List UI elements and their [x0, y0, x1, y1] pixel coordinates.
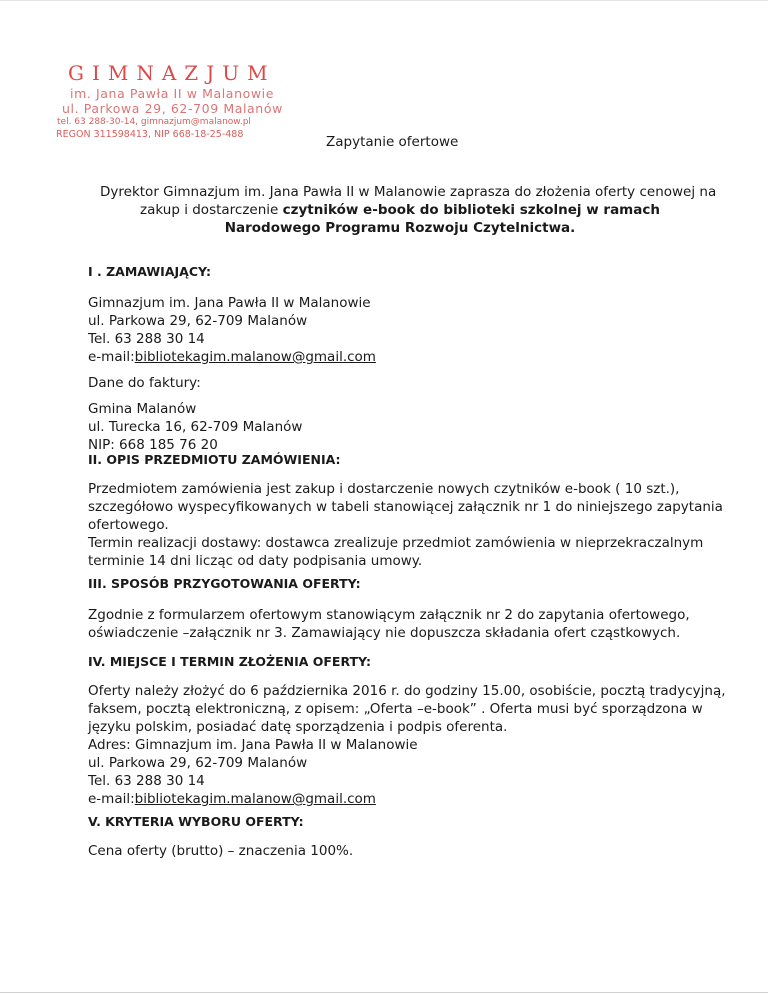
body-line: faksem, pocztą elektroniczną, z opisem: „Oferta –e-book” . Oferta musi być sporządzona w	[88, 701, 703, 717]
stamp-title: GIMNAZJUM	[68, 61, 276, 85]
invoice-line: NIP: 668 185 76 20	[88, 437, 218, 453]
body-line: oświadczenie –załącznik nr 3. Zamawiający nie dopuszcza składania ofert cząstkowych.	[88, 625, 681, 641]
address-line: Gimnazjum im. Jana Pawła II w Malanowie	[88, 295, 371, 311]
section-3-body	[88, 606, 698, 642]
email-link[interactable]: bibliotekagim.malanow@gmail.com	[134, 791, 376, 807]
email-prefix: e-mail:	[88, 791, 135, 807]
body-line: Cena oferty (brutto) – znaczenia 100%.	[88, 843, 354, 859]
body-line: języku polskim, posiadać datę sporządzenia i podpis oferenta.	[88, 719, 508, 735]
stamp-line-regon: REGON 311598413, NIP 668-18-25-488	[56, 129, 244, 140]
stamp-line-address: ul. Parkowa 29, 62-709 Malanów	[62, 101, 283, 116]
invoice-line: ul. Turecka 16, 62-709 Malanów	[88, 419, 303, 435]
section-4-heading: IV. MIEJSCE I TERMIN ZŁOŻENIA OFERTY:	[88, 654, 372, 669]
email-line	[88, 790, 698, 808]
intro-paragraph	[100, 183, 717, 237]
intro-line-3	[100, 219, 700, 237]
scan-edge-top	[0, 0, 768, 1]
section-1-address	[88, 294, 698, 366]
section-1-heading: I . ZAMAWIAJĄCY:	[88, 264, 211, 279]
intro-line-2-plain: zakup i dostarczenie	[140, 202, 283, 218]
body-line: Tel. 63 288 30 14	[88, 773, 205, 789]
invoice-label: Dane do faktury:	[88, 375, 201, 391]
intro-line-2-bold: czytników e-book do biblioteki szkolnej w ramach	[282, 202, 660, 218]
document-title: Zapytanie ofertowe	[326, 134, 459, 150]
intro-line-2	[100, 201, 700, 219]
section-5-heading: V. KRYTERIA WYBORU OFERTY:	[88, 814, 304, 829]
scan-edge-bottom	[0, 992, 768, 993]
email-link[interactable]: bibliotekagim.malanow@gmail.com	[134, 349, 376, 365]
address-line: Tel. 63 288 30 14	[88, 331, 205, 347]
address-line: ul. Parkowa 29, 62-709 Malanów	[88, 313, 308, 329]
invoice-line: Gmina Malanów	[88, 401, 197, 417]
body-line: Termin realizacji dostawy: dostawca zrealizuje przedmiot zamówienia w nieprzekraczalnym	[88, 535, 704, 551]
section-5-body	[88, 842, 698, 860]
body-line: ul. Parkowa 29, 62-709 Malanów	[88, 755, 308, 771]
body-line: Adres: Gimnazjum im. Jana Pawła II w Malanowie	[88, 737, 418, 753]
body-line: Oferty należy złożyć do 6 października 2016 r. do godziny 15.00, osobiście, pocztą tradycyjną,	[88, 683, 726, 699]
stamp-line-name: im. Jana Pawła II w Malanowie	[70, 86, 275, 101]
body-line: szczegółowo wyspecyfikowanych w tabeli stanowiącej załącznik nr 1 do niniejszego zapytania	[88, 499, 723, 515]
section-2-heading: II. OPIS PRZEDMIOTU ZAMÓWIENIA:	[88, 452, 341, 467]
section-2-body	[88, 480, 723, 570]
email-prefix: e-mail:	[88, 349, 135, 365]
body-line: terminie 14 dni licząc od daty podpisania umowy.	[88, 553, 423, 569]
stamp-line-contact: tel. 63 288-30-14, gimnazjum@malanow.pl	[57, 117, 251, 127]
body-line: ofertowego.	[88, 517, 169, 533]
section-3-heading: III. SPOSÓB PRZYGOTOWANIA OFERTY:	[88, 576, 361, 591]
intro-line-1: Dyrektor Gimnazjum im. Jana Pawła II w Malanowie zaprasza do złożenia oferty cenowej na	[100, 184, 717, 200]
section-4-body	[88, 682, 726, 808]
body-line: Zgodnie z formularzem ofertowym stanowiącym załącznik nr 2 do zapytania ofertowego,	[88, 607, 690, 623]
invoice-details	[88, 400, 698, 454]
body-line: Przedmiotem zamówienia jest zakup i dostarczenie nowych czytników e-book ( 10 szt.),	[88, 481, 680, 497]
school-stamp	[56, 60, 283, 141]
email-line	[88, 348, 698, 366]
intro-line-3-bold: Narodowego Programu Rozwoju Czytelnictwa.	[224, 220, 576, 236]
